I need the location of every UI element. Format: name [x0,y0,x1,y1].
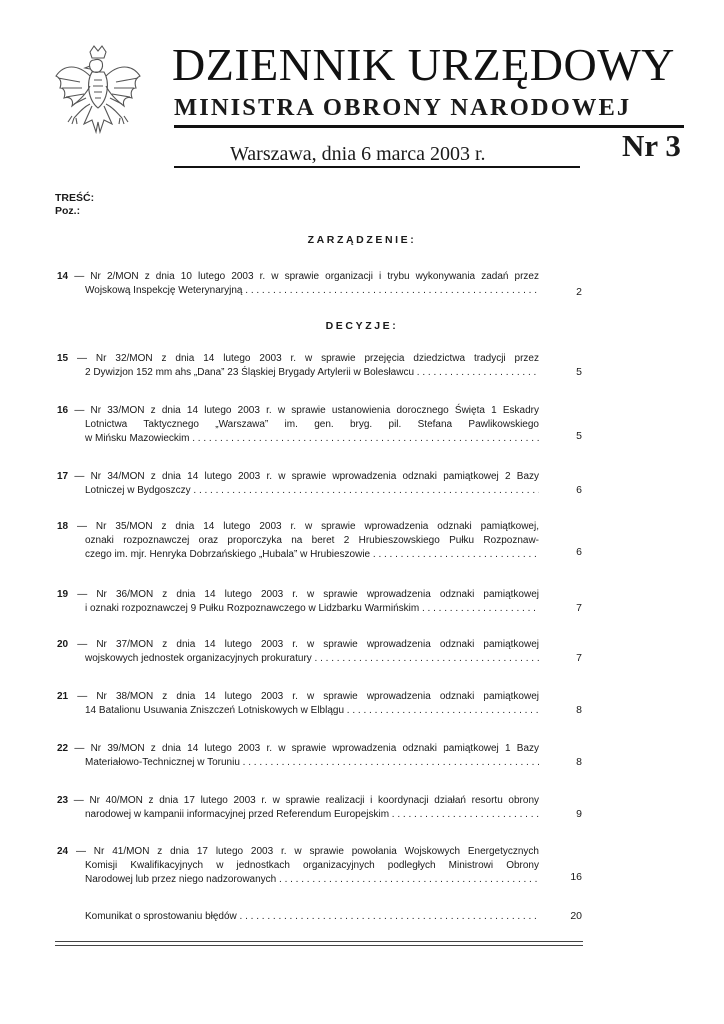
entry-line [57,808,539,822]
contents-entry-18[interactable] [57,520,539,562]
entry-text: Materiałowo-Technicznej w Toruniu [85,757,240,768]
contents-entry-15[interactable] [57,352,539,380]
entry-page-number: 5 [576,430,582,442]
entry-line [57,470,539,484]
entry-text: — Nr 33/MON z dnia 14 lutego 2003 r. w sprawie ustanowienia dorocznego Święta 1 Eskadry [74,405,539,416]
entry-text: 14 Batalionu Usuwania Zniszczeń Lotniskowych w Elblągu [85,705,345,716]
entry-text: — Nr 32/MON z dnia 14 lutego 2003 r. w sprawie przejęcia dziedzictwa tradycji przez [77,353,539,364]
entry-line [57,588,539,602]
entry-line [57,859,539,873]
entry-page-number: 6 [576,484,582,496]
contents-entry-17[interactable] [57,470,539,498]
entry-position-number: 21 [57,691,78,702]
entry-line [57,352,539,366]
entry-text: w Mińsku Mazowieckim [85,433,190,444]
publication-title: DZIENNIK URZĘDOWY [172,39,675,90]
entry-text: — Nr 35/MON z dnia 14 lutego 2003 r. w sprawie wprowadzenia odznaki pamiątkowej, [77,521,539,532]
entry-line [57,794,539,808]
contents-entry-22[interactable] [57,742,539,770]
contents-entry-23[interactable] [57,794,539,822]
entry-line [57,548,539,562]
publication-subtitle: MINISTRA OBRONY NARODOWEJ [174,94,632,121]
contents-entry-19[interactable] [57,588,539,616]
entry-page-number: 8 [576,756,582,768]
entry-line [57,602,539,616]
entry-position-number: 18 [57,521,78,532]
entry-position-number: 20 [57,639,78,650]
entry-page-number: 2 [576,286,582,298]
entry-page-number: 16 [570,871,582,883]
komunikat-entry[interactable]: Komunikat o sprostowaniu błędów . . . [85,910,539,924]
contents-entry-24[interactable] [57,845,539,887]
entry-page-number: 6 [576,546,582,558]
entry-line [57,534,539,548]
section-heading-decyzje: DECYZJE: [325,320,399,332]
entry-page-number: 7 [576,602,582,614]
entry-line [57,873,539,887]
entry-page-number: 8 [576,704,582,716]
entry-line [57,284,539,298]
contents-entry-21[interactable] [57,690,539,718]
entry-text: czego im. mjr. Henryka Dobrzańskiego „Hubala” w Hrubieszowie [85,549,371,560]
entry-text: Lotniczej w Bydgoszczy [85,485,191,496]
entry-line [57,484,539,498]
entry-text: wojskowych jednostek organizacyjnych prokuratury [85,653,312,664]
entry-line [57,690,539,704]
date-rule [174,166,580,168]
contents-entry-14[interactable] [57,270,539,298]
entry-position-number: 24 [57,846,76,857]
entry-position-number: 14 [57,271,75,282]
entry-line [57,404,539,418]
contents-entry-16[interactable] [57,404,539,446]
entry-line [57,366,539,380]
entry-line [57,418,539,432]
entry-position-number: 16 [57,405,75,416]
entry-page-number: 5 [576,366,582,378]
contents-entry-20[interactable] [57,638,539,666]
entry-line [57,432,539,446]
entry-text: Komisji Kwalifikacyjnych w jednostkach organizacyjnych podległych Ministrowi Obrony [85,860,539,871]
entry-text: Narodowej lub przez niego nadzorowanych [85,874,277,885]
entry-text: Wojskową Inspekcję Weterynaryjną [85,285,243,296]
header-rule [174,125,684,128]
entry-position-number: 15 [57,353,78,364]
entry-text: — Nr 39/MON z dnia 14 lutego 2003 r. w sprawie wprowadzenia odznaki pamiątkowej 1 Bazy [74,743,540,754]
issue-number: Nr 3 [622,128,681,163]
entry-position-number: 23 [57,795,74,806]
entry-position-number: 19 [57,589,78,600]
entry-text: — Nr 36/MON z dnia 14 lutego 2003 r. w sprawie wprowadzenia odznaki pamiątkowej [77,589,540,600]
section-heading-zarzadzenie: ZARZĄDZENIE: [307,234,417,246]
entry-text: narodowej w kampanii informacyjnej przed Referendum Europejskim [85,809,390,820]
entry-page-number: 9 [576,808,582,820]
poz-label: Poz.: [55,205,81,217]
footer-rule [55,941,583,942]
entry-text: 2 Dywizjon 152 mm ahs „Dana” 23 Śląskiej Brygady Artylerii w Bolesławcu [85,367,415,378]
entry-text: oznaki rozpoznawczej oraz proporczyka na beret 2 Hrubieszowskiego Pułku Rozpoznaw- [85,535,539,546]
entry-text: — Nr 34/MON z dnia 14 lutego 2003 r. w sprawie wprowadzenia odznaki pamiątkowej 2 Bazy [74,471,540,482]
entry-line [57,756,539,770]
entry-text: — Nr 41/MON z dnia 17 lutego 2003 r. w sprawie powołania Wojskowych Energetycznych [75,846,539,857]
entry-line [57,742,539,756]
entry-line [57,845,539,859]
contents-label [55,192,94,218]
entry-page-number: 7 [576,652,582,664]
entry-line [57,520,539,534]
eagle-emblem-icon [50,42,146,154]
entry-position-number: 22 [57,743,75,754]
entry-text: Lotnictwa Taktycznego „Warszawa” im. gen. bryg. pil. Stefana Pawlikowskiego [85,419,539,430]
entry-text: — Nr 37/MON z dnia 14 lutego 2003 r. w sprawie wprowadzenia odznaki pamiątkowej [77,639,540,650]
publication-date: Warszawa, dnia 6 marca 2003 r. [230,143,486,165]
entry-text: — Nr 2/MON z dnia 10 lutego 2003 r. w sprawie organizacji i trybu wykonywania zadań przez [74,271,539,282]
entry-text: — Nr 38/MON z dnia 14 lutego 2003 r. w sprawie wprowadzenia odznaki pamiątkowej [77,691,540,702]
entry-line [57,704,539,718]
entry-line [57,652,539,666]
entry-line [57,270,539,284]
tresc-label: TREŚĆ: [55,192,95,204]
entry-text: i oznaki rozpoznawczej 9 Pułku Rozpoznawczego w Lidzbarku Warmińskim [85,603,420,614]
entry-text: — Nr 40/MON z dnia 17 lutego 2003 r. w sprawie realizacji i koordynacji działań resortu obrony [73,795,540,806]
footer-rule [55,945,583,946]
komunikat-page: 20 [570,910,582,922]
entry-line [57,638,539,652]
entry-position-number: 17 [57,471,75,482]
